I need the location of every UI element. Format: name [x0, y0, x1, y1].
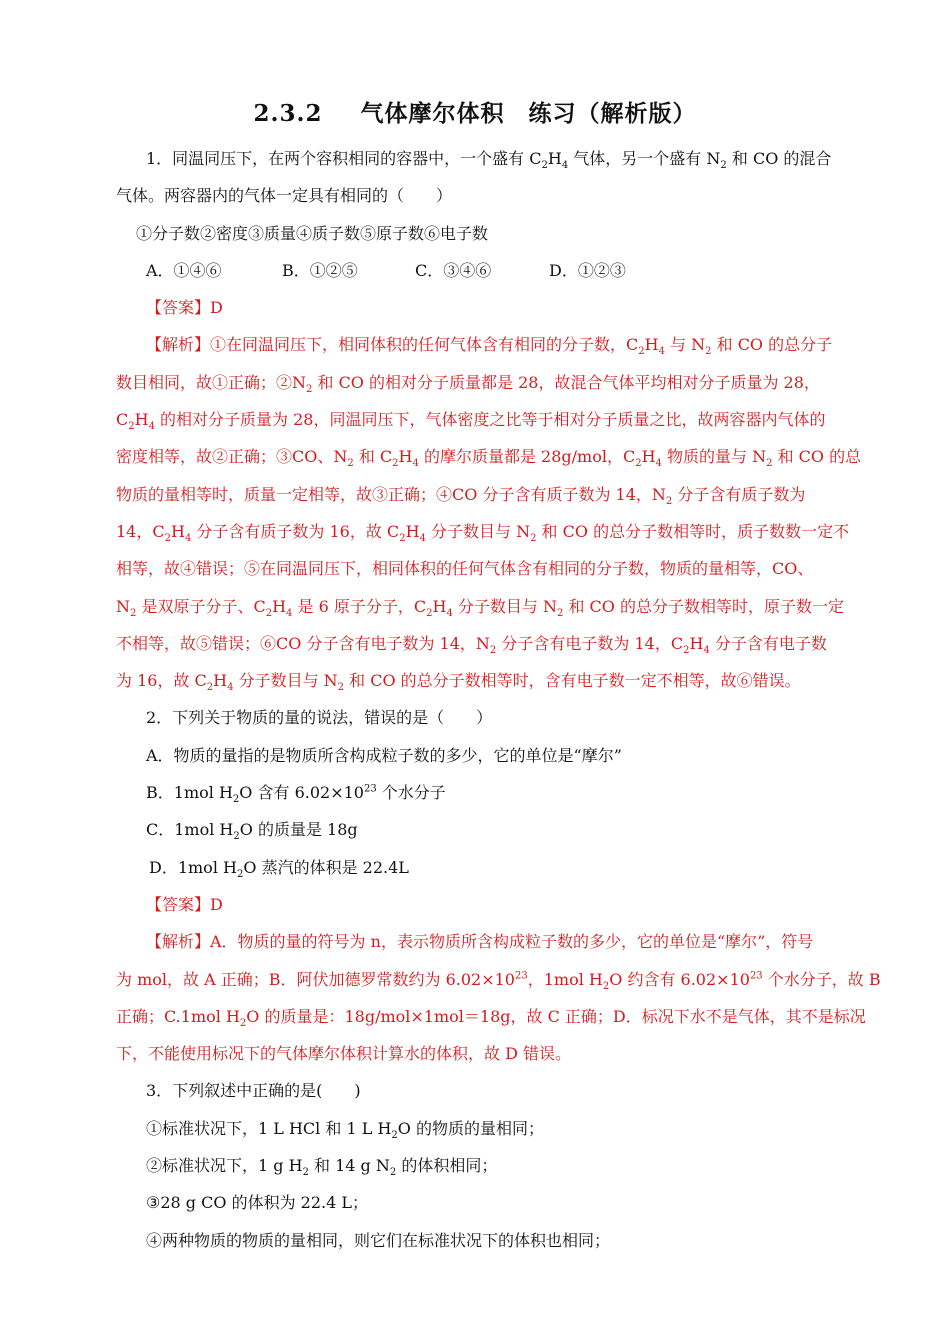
q2-option-a: A．物质的量指的是物质所含构成粒子数的多少，它的单位是“摩尔” — [146, 745, 622, 765]
q2-option-c: C．1mol $H_2O$ 的质量是 18g — [146, 820, 358, 843]
q1-explanation-line: 数目相同，故①正确；$②N_2$ 和 CO 的相对分子质量都是 28，故混合气体平均相对分子质量为 28， — [116, 372, 820, 395]
q2-explanation-line: 【解析】A．物质的量的符号为 n，表示物质所含构成粒子数的多少，它的单位是“摩尔”，符号 — [146, 932, 814, 952]
q3-item-3: ③28 g CO 的体积为 22.4 L； — [146, 1193, 368, 1213]
q1-explanation-line: 相等，故④错误；⑤在同温同压下，相同体积的任何气体含有相同的分子数，物质的量相等，CO、 — [116, 559, 814, 579]
q1-explanation-line: 为 16，故 $C_2H_4$ 分子数目与 $N_2$ 和 CO 的总分子数相等时，含有电子数一定不相等，故⑥错误。 — [116, 671, 801, 694]
q1-option-c: C．③④⑥ — [415, 260, 492, 280]
q3-item-1: ①标准状况下，1 L HCl 和 1 L $H_2O$ 的物质的量相同； — [146, 1118, 544, 1141]
q1-explanation-line: 不相等，故⑤错误；⑥CO 分子含有电子数为 14，$N_2$ 分子含有电子数为 14，$C_2H_4$ 分子含有电子数 — [116, 633, 827, 657]
q1-explanation-line: $N_2$ 是双原子分子、$C_2H_4$ 是 6 原子分子，$C_2H_4$ 分子数目与 $N_2$ 和 CO 的总分子数相等时，原子数一定 — [116, 596, 844, 619]
q1-stem-line2: 气体。两容器内的气体一定具有相同的（ ） — [116, 186, 453, 206]
q1-option-a: A．①④⑥ — [146, 260, 222, 280]
q1-option-d: D．①②③ — [549, 260, 626, 280]
q1-explanation-line: 【解析】①在同温同压下，相同体积的任何气体含有相同的分子数，$C_2H_4$ 与 $N_2$ 和 CO 的总分子 — [146, 335, 833, 358]
q3-stem: 3．下列叙述中正确的是( ) — [146, 1081, 361, 1101]
q1-explanation-line: 物质的量相等时，质量一定相等，故③正确；④CO 分子含有质子数为 14，$N_2$ 分子含有质子数为 — [116, 484, 806, 507]
q3-item-2: ②标准状况下，1 g $H_2$ 和 14 g $N_2$ 的体积相同； — [146, 1156, 498, 1179]
q1-explanation-line: 密度相等，故②正确；③CO、$N_2$ 和 $C_2H_4$ 的摩尔质量都是 28g/mol，$C_2H_4$ 物质的量与 $N_2$ 和 CO 的总 — [116, 447, 862, 470]
q1-stem-line1: 1．同温同压下，在两个容积相同的容器中，一个盛有 $C_2H_4$ 气体，另一个盛有 $N_2$ 和 CO 的混合 — [146, 149, 832, 172]
q1-options — [116, 252, 836, 289]
q3-item-4: ④两种物质的物质的量相同，则它们在标准状况下的体积也相同； — [146, 1230, 611, 1250]
q2-explanation-line: 为 mol，故 A 正确；B．阿伏加德罗常数约为 $6.02\times 10^{23}$，1mol $H_2O$ 约含有 $6.02\times 10^{23}$ 个水分子，故 B — [116, 969, 881, 992]
q1-explanation-line: 14，$C_2H_4$ 分子含有质子数为 16，故 $C_2H_4$ 分子数目与 $N_2$ 和 CO 的总分子数相等时，质子数数一定不 — [116, 521, 850, 545]
q2-option-b: B．1mol $H_2O$ 含有 $6.02\times 10^{23}$ 个水分子 — [146, 783, 446, 806]
page-title: 2.3.2 气体摩尔体积 练习（解析版） — [253, 100, 697, 127]
q2-explanation-line: 正确；C.1mol $H_2O$ 的质量是：18g/mol×1mol＝18g，故 C 正确；D．标况下水不是气体，其不是标况 — [116, 1006, 866, 1030]
q1-items: ①分子数②密度③质量④质子数⑤原子数⑥电子数 — [136, 223, 489, 243]
q2-option-d: D．1mol $H_2O$ 蒸汽的体积是 22.4L — [149, 857, 409, 880]
q2-answer: 【答案】D — [146, 894, 223, 914]
q1-explanation-line: $C_2H_4$ 的相对分子质量为 28，同温同压下，气体密度之比等于相对分子质量之比，故两容器内气体的 — [116, 410, 826, 433]
document-body — [116, 140, 881, 1259]
q2-stem: 2．下列关于物质的量的说法，错误的是（ ） — [146, 708, 493, 728]
q1-option-b: B．①②⑤ — [282, 260, 358, 280]
q2-explanation-line: 下，不能使用标况下的气体摩尔体积计算水的体积，故 D 错误。 — [116, 1044, 572, 1064]
q1-answer: 【答案】D — [146, 298, 223, 318]
